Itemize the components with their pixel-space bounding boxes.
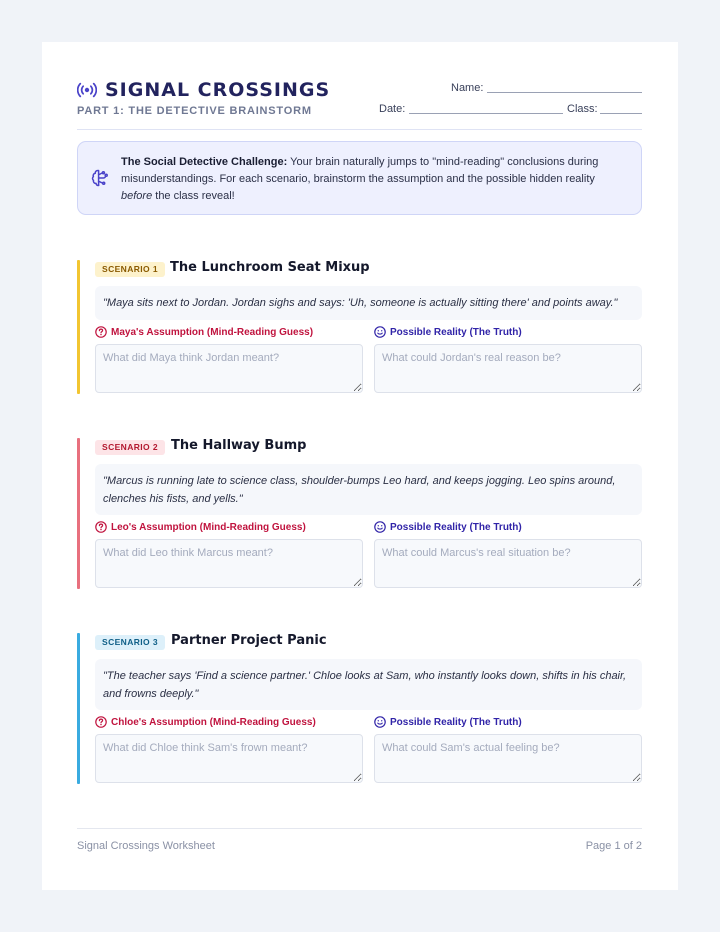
challenge-lead: The Social Detective Challenge: [121, 156, 288, 168]
reality-label-text: Possible Reality (The Truth) [390, 326, 522, 338]
footer-divider [77, 828, 642, 829]
footer-title: Signal Crossings Worksheet [77, 840, 215, 852]
scenario-title: Partner Project Panic [171, 633, 327, 648]
scenario-card-3 [77, 633, 642, 784]
brand [77, 79, 330, 101]
assumption-label [95, 716, 316, 728]
reality-answer[interactable] [374, 539, 642, 588]
assumption-label-text: Chloe's Assumption (Mind-Reading Guess) [111, 716, 316, 728]
page-number: Page 1 of 2 [585, 840, 642, 852]
name-field[interactable] [487, 92, 642, 93]
scenario-badge: SCENARIO 2 [95, 440, 165, 455]
question-circle-icon [95, 716, 107, 728]
challenge-text [121, 154, 626, 205]
date-label: Date: [379, 103, 406, 115]
scenario-accent-bar [77, 633, 80, 784]
challenge-body-2: the class reveal! [152, 190, 235, 202]
reality-answer[interactable] [374, 344, 642, 393]
date-field[interactable] [409, 113, 563, 114]
challenge-box [77, 141, 642, 215]
scenario-quote: "Maya sits next to Jordan. Jordan sighs and says: 'Uh, someone is actually sitting there' and points away." [95, 286, 642, 320]
scenario-accent-bar [77, 438, 80, 589]
assumption-label-text: Maya's Assumption (Mind-Reading Guess) [111, 326, 314, 338]
question-circle-icon [95, 521, 107, 533]
reality-label [374, 521, 522, 533]
reality-answer[interactable] [374, 734, 642, 783]
name-label: Name: [451, 82, 484, 94]
scenario-badge: SCENARIO 1 [95, 262, 165, 277]
scenario-card-2 [77, 438, 642, 589]
header-divider [77, 129, 642, 130]
scenario-title: The Lunchroom Seat Mixup [170, 260, 370, 275]
assumption-label-text: Leo's Assumption (Mind-Reading Guess) [111, 521, 306, 533]
page-subtitle: PART 1: THE DETECTIVE BRAINSTORM [77, 105, 312, 117]
question-circle-icon [95, 326, 107, 338]
assumption-answer[interactable] [95, 539, 363, 588]
reality-label-text: Possible Reality (The Truth) [390, 716, 522, 728]
scenario-title: The Hallway Bump [171, 438, 307, 453]
smile-circle-icon [374, 716, 386, 728]
reality-label-text: Possible Reality (The Truth) [390, 521, 522, 533]
scenario-accent-bar [77, 260, 80, 394]
assumption-label [95, 521, 306, 533]
brain-icon [90, 168, 110, 193]
challenge-body-1: Your brain naturally jumps to "mind-reading" conclusions during misunderstandings. For each scenario, brainstorm the assumption and the possible hidden reality [121, 156, 599, 185]
challenge-emphasis: before [121, 190, 153, 202]
class-field[interactable] [600, 113, 642, 114]
smile-circle-icon [374, 521, 386, 533]
assumption-answer[interactable] [95, 734, 363, 783]
signal-broadcast-icon [77, 82, 97, 98]
scenario-quote: "Marcus is running late to science class, shoulder-bumps Leo hard, and keeps jogging. Leo spins around, clenches his fists, and yells." [95, 464, 642, 515]
reality-label [374, 716, 522, 728]
smile-circle-icon [374, 326, 386, 338]
assumption-answer[interactable] [95, 344, 363, 393]
worksheet-page [42, 42, 678, 890]
assumption-label [95, 326, 313, 338]
scenario-quote: "The teacher says 'Find a science partner.' Chloe looks at Sam, who instantly looks down, shifts in his chair, and frowns deeply." [95, 659, 642, 710]
scenario-badge: SCENARIO 3 [95, 635, 165, 650]
class-label: Class: [567, 103, 598, 115]
reality-label [374, 326, 522, 338]
scenario-card-1 [77, 260, 642, 394]
page-title: SIGNAL CROSSINGS [105, 79, 331, 101]
